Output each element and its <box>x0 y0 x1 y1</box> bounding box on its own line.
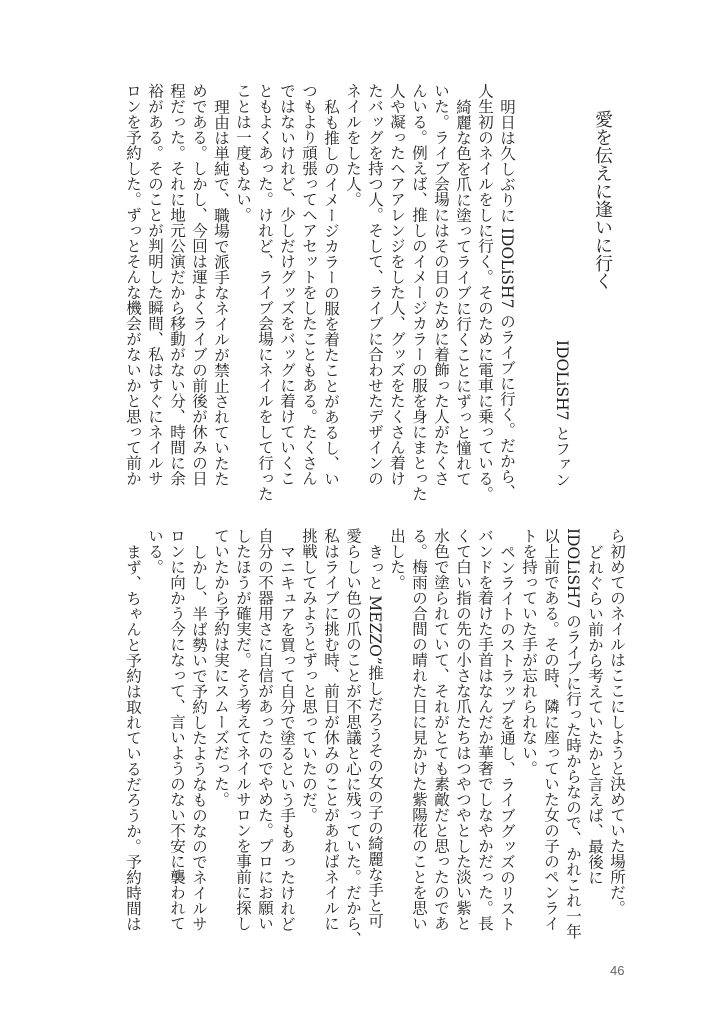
text-line: ら初めてのネイルはここにしようと決めていた場所だ。 <box>608 528 626 916</box>
text-line: 程だった。それに地元公演だから移動がない分、時間に余 <box>168 83 186 486</box>
story-subtitle: IDOLiSH7 とファン <box>553 339 571 487</box>
text-line: 明日は久しぶりに IDOLiSH7 のライブに行く。だから、 <box>498 98 516 499</box>
text-line: 挑戦してみようとずっと思っていたのだ。 <box>300 528 318 823</box>
text-line: したほうが確実だ。そう考えてネイルサロンを事前に探し <box>234 528 252 931</box>
text-line: 理由は単純で、職場で派手なネイルが禁止されていたた <box>212 98 230 486</box>
text-line: 出した。 <box>388 528 406 590</box>
story-title: 愛を伝えに逢いに行く <box>592 110 613 290</box>
text-line: どれぐらい前から考えていたかと言えば、最後に <box>586 543 604 885</box>
text-line: ことは一度もない。 <box>234 83 252 223</box>
text-line: バンドを着けた手首はなんだか華奢でしなやかだった。長 <box>476 528 494 931</box>
text-line: マニキュアを買って自分で塗るという手もあったけれど <box>278 543 296 931</box>
text-line: ネイルをした人。 <box>344 83 362 207</box>
text-line: 愛らしい色の爪のことが不思議と心に残っていた。だから、 <box>344 528 362 947</box>
text-line: 私も推しのイメージカラーの服を着たことがあるし、い <box>322 98 340 486</box>
text-line: つもより頑張ってヘアセットをしたこともある。たくさん <box>300 83 318 486</box>
text-line: 人生初のネイルをしに行く。そのために電車に乗っている。 <box>476 83 494 502</box>
page-number: 46 <box>610 963 625 978</box>
text-line: いる。 <box>146 528 164 575</box>
text-line: ペンライトのストラップを通し、ライブグッズのリスト <box>498 543 516 931</box>
upper-tier-text <box>122 83 518 502</box>
text-line: 綺麗な色を爪に塗ってライブに行くことにずっと憧れて <box>454 98 472 486</box>
text-line: トを持っていた手が忘れられない。 <box>520 528 538 776</box>
text-line: まず、ちゃんと予約は取れているだろうか。予約時間は <box>124 543 142 931</box>
text-line: いた。ライブ会場にはその日のために着飾った人がたくさ <box>432 83 450 486</box>
text-line: 私はライブに挑む時、前日が休みのことがあればネイルに <box>322 528 340 931</box>
text-line: IDOLiSH7 のライブに行った時からなので、かれこれ一年 <box>564 528 582 939</box>
text-line: 以上前である。その時、隣に座っていた女の子のペンライ <box>542 528 560 931</box>
text-line: たバッグを持つ人。そして、ライブに合わせたデザインの <box>366 83 384 486</box>
lower-tier-text <box>122 528 628 947</box>
text-line: 自分の不器用さに自信があったのでやめた。プロにお願い <box>256 528 274 931</box>
text-line: ともよくあった。けれど、ライブ会場にネイルをして行った <box>256 83 274 502</box>
text-line: しかし、半ば勢いで予約したようなものなのでネイルサ <box>190 543 208 931</box>
text-line: めである。しかし、今回は運よくライブの前後が休みの日 <box>190 83 208 486</box>
text-line: ではないけれど、少しだけグッズをバッグに着けていくこ <box>278 83 296 486</box>
text-line: 裕がある。そのことが判明した瞬間、私はすぐにネイルサ <box>146 83 164 486</box>
text-line: る。梅雨の合間の晴れた日に見かけた紫陽花のことを思い <box>410 528 428 931</box>
text-line: ロンを予約した。ずっとそんな機会がないかと思って前か <box>124 83 142 486</box>
text-line: くて白い指の先の小さな爪たちはつやつやとした淡い紫と <box>454 528 472 931</box>
text-line: 水色で塗られていて、それがとても素敵だと思ったのであ <box>432 528 450 931</box>
text-line: ていたから予約は実にスムーズだった。 <box>212 528 230 807</box>
text-line: 人や凝ったヘアアレンジをした人、グッズをたくさん着け <box>388 83 406 486</box>
text-line: んいる。例えば、推しのイメージカラーの服を身にまとった <box>410 83 428 502</box>
text-line: きっと MEZZO”推しだろうその女の子の綺麗な手と可 <box>366 543 384 928</box>
text-line: ロンに向かう今になって、言いようのない不安に襲われて <box>168 528 186 931</box>
